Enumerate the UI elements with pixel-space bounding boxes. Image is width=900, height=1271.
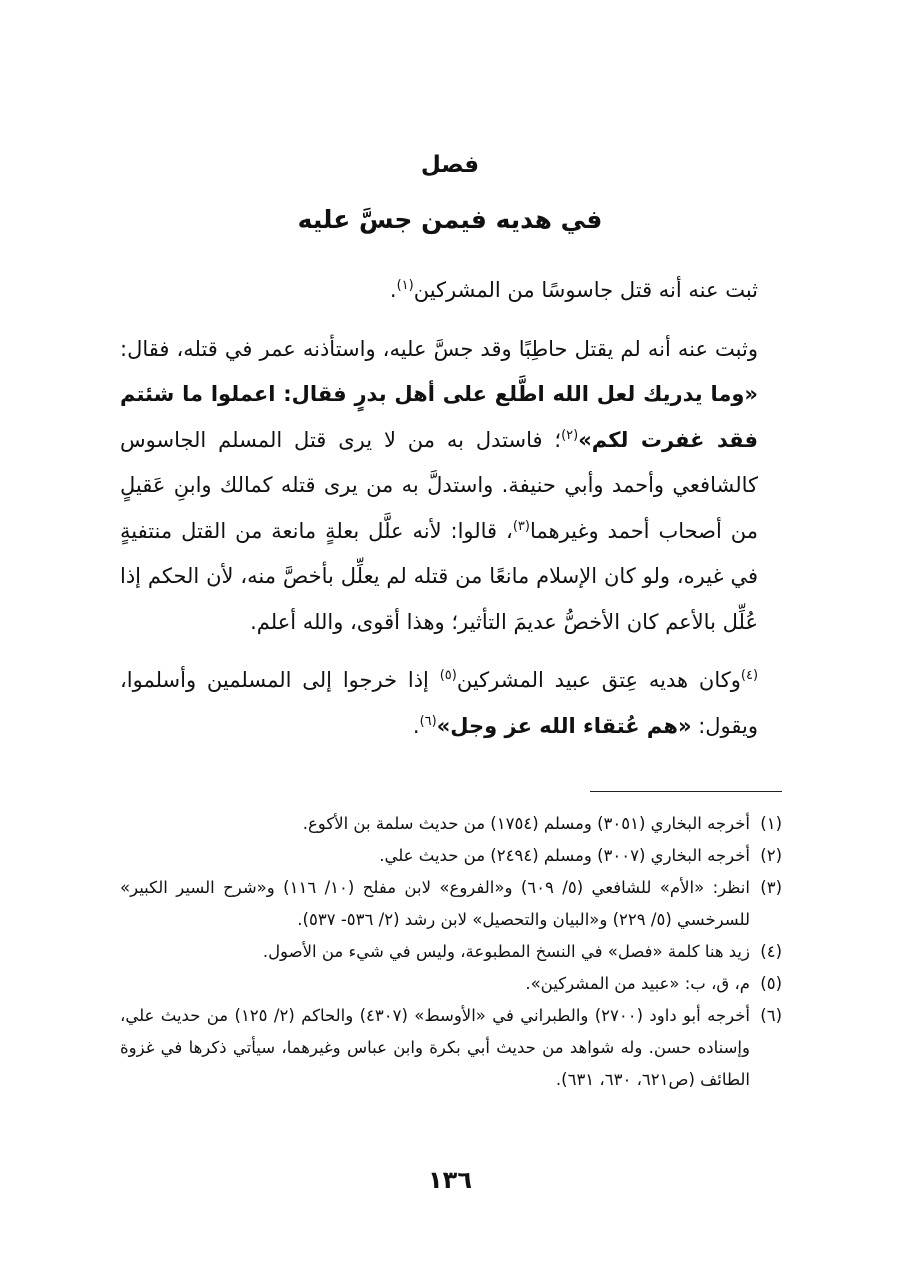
hadith-quote-1: «وما يدريك لعل الله اطَّلع على أهل بدرٍ فقال: اعملوا ما شئتم فقد غفرت لكم» <box>120 382 759 452</box>
section-title: في هديه فيمن جسَّ عليه <box>297 205 603 234</box>
footnote-text: أخرجه البخاري (٣٠٠٧) ومسلم (٢٤٩٤) من حديث علي. <box>379 846 750 865</box>
section-heading: فصل <box>420 152 480 178</box>
footnote-separator <box>590 791 782 792</box>
footnotes <box>120 808 782 1096</box>
footnote-text: أخرجه أبو داود (٢٧٠٠) والطبراني في «الأوسط» (٤٣٠٧) والحاكم (٢/ ١٢٥) من حديث علي، وإسناده حسن. وله شواهد من حديث أبي بكرة وابن عباس وغيرهما، سيأتي ذكرها في غزوة الطائف (ص٦٢١، ٦٣٠، ٦٣١). <box>120 1006 750 1089</box>
page-number: ١٣٦ <box>428 1166 472 1194</box>
paragraph-3-end: . <box>412 713 420 738</box>
footnote-text: انظر: «الأم» للشافعي (٥/ ٦٠٩) و«الفروع» لابن مفلح (١٠/ ١١٦) و«شرح السير الكبير» للسرخسي (٥/ ٢٢٩) و«البيان والتحصيل» لابن رشد (٢/ ٥٣٦- ٥٣٧). <box>120 878 750 929</box>
footnote-number: (٢) <box>760 846 782 865</box>
footnote-item <box>120 872 782 936</box>
footnote-number: (٣) <box>760 878 782 897</box>
footnote-item <box>120 840 782 872</box>
footnote-item <box>120 936 782 968</box>
paragraph-2-text-b: ؛ فاستدل به من لا يرى قتل المسلم الجاسوس كالشافعي وأحمد وأبي حنيفة. واستدلَّ به من يرى قتله كمالك وابنِ عَقيلٍ من أصحاب أحمد وغيرهما <box>120 427 759 543</box>
paragraph-2-text-a: وثبت عنه أنه لم يقتل حاطِبًا وقد جسَّ عليه، واستأذنه عمر في قتله، فقال: <box>120 336 758 361</box>
paragraph-1 <box>120 268 782 314</box>
footnote-text: أخرجه البخاري (٣٠٥١) ومسلم (١٧٥٤) من حديث سلمة بن الأكوع. <box>302 814 750 833</box>
paragraph-2-text-c: ، قالوا: لأنه علَّل بعلةٍ مانعة من القتل منتفيةٍ في غيره، ولو كان الإسلام مانعًا من قتله لم يعلِّل بأخصَّ منه، لأن الحكم إذا عُلِّل بالأعم كان الأخصُّ عديمَ التأثير؛ وهذا أقوى، والله أعلم. <box>120 518 758 634</box>
paragraph-3-text-a: وكان هديه عِتق عبيد المشركين <box>456 668 741 692</box>
footnote-number: (٤) <box>760 942 782 961</box>
footnote-number: (٥) <box>760 974 782 993</box>
hadith-quote-2: «هم عُتقاء الله عز وجل» <box>436 713 692 738</box>
footnote-item <box>120 1000 782 1096</box>
footnote-ref-3: (٣) <box>512 518 530 534</box>
footnote-ref-4: (٤) <box>740 668 759 683</box>
paragraph-1-text: ثبت عنه أنه قتل جاسوسًا من المشركين <box>413 278 758 302</box>
footnote-ref-1: (١) <box>396 278 414 293</box>
footnote-ref-5: (٥) <box>439 668 457 683</box>
paragraph-3 <box>120 658 782 749</box>
footnote-number: (٦) <box>760 1006 782 1025</box>
footnote-item <box>120 808 782 840</box>
paragraph-1-end: . <box>389 278 397 302</box>
footnote-number: (١) <box>760 814 782 833</box>
footnote-ref-2: (٢) <box>561 427 579 443</box>
paragraph-3-text-b: إذا خرجوا إلى المسلمين وأسلموا، ويقول: <box>120 668 758 738</box>
main-text <box>120 268 782 749</box>
footnote-text: زيد هنا كلمة «فصل» في النسخ المطبوعة، وليس في شيء من الأصول. <box>262 942 750 961</box>
paragraph-2 <box>120 327 782 646</box>
footnote-ref-6: (٦) <box>419 713 437 729</box>
footnote-item <box>120 968 782 1000</box>
footnote-text: م، ق، ب: «عبيد من المشركين». <box>525 974 750 993</box>
